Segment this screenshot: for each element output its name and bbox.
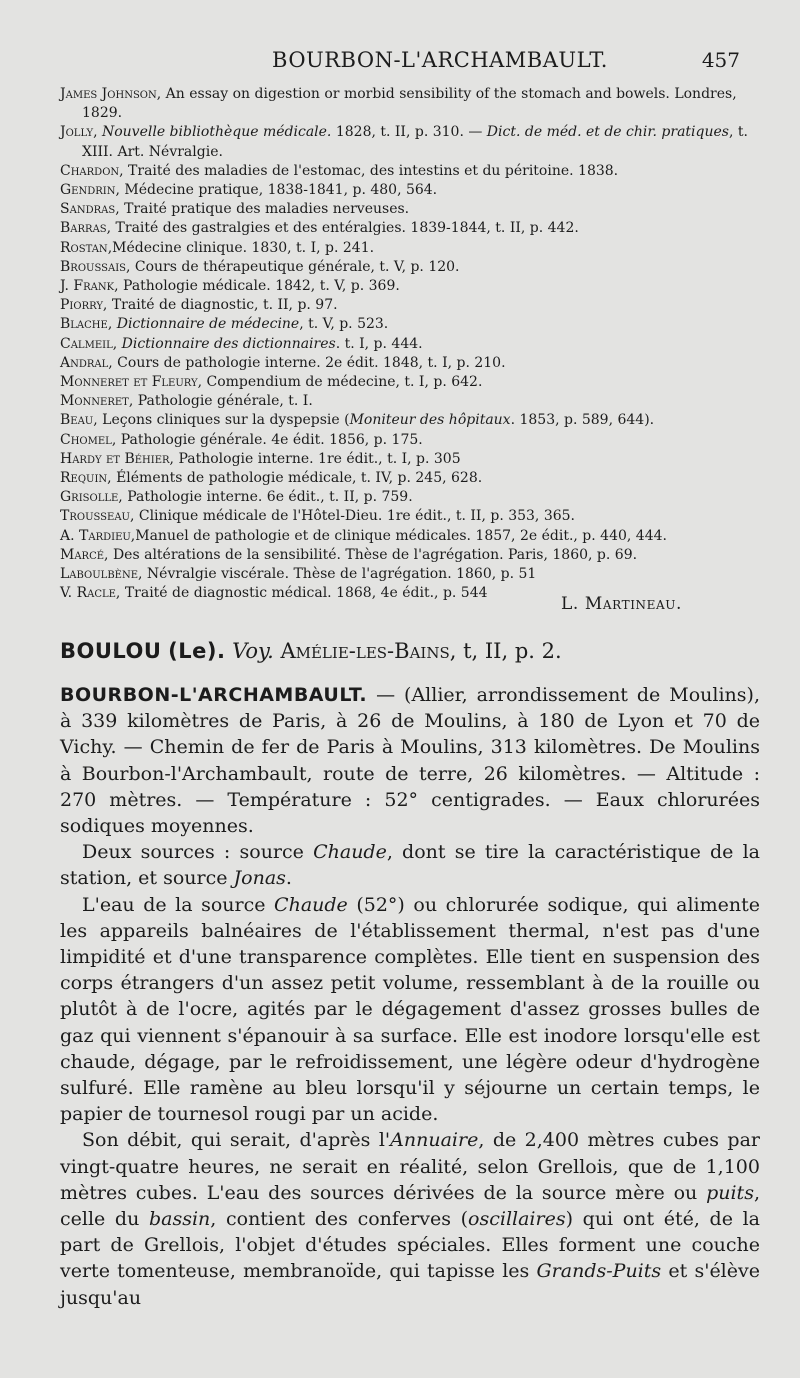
- reference-entry: [60, 162, 760, 181]
- reference-text: ,: [93, 124, 102, 141]
- reference-entry: [60, 546, 760, 565]
- reference-entry: [60, 85, 760, 123]
- reference-entry: [60, 392, 760, 411]
- page-number: 457: [701, 48, 740, 72]
- reference-author: Rostan: [60, 239, 108, 256]
- reference-author: Blache: [60, 316, 108, 333]
- article-paragraph: Deux sources : source Chaude, dont se tire la caractéristique de la station, et source Jonas.: [60, 841, 761, 890]
- reference-author: Broussais: [60, 258, 126, 275]
- reference-author: Andral: [60, 354, 109, 371]
- reference-author: Chardon: [60, 162, 120, 179]
- reference-entry: [60, 315, 760, 334]
- entry-article: (Le).: [168, 639, 226, 663]
- reference-text: , Névralgie viscérale. Thèse de l'agrégation. 1860, p. 51: [138, 566, 537, 583]
- reference-text: , Traité des gastralgies et des entéralgies. 1839-1844, t. II, p. 442.: [106, 220, 579, 237]
- reference-author: J. Frank: [60, 278, 115, 295]
- reference-text: , Cours de thérapeutique générale, t. V, p. 120.: [126, 258, 460, 275]
- reference-text: , t. V, p. 523.: [299, 316, 389, 333]
- reference-author: Beau: [60, 412, 94, 429]
- reference-text: , Pathologie générale. 4e édit. 1856, p. 175.: [111, 431, 423, 448]
- reference-text: , Traité pratique des maladies nerveuses.: [115, 201, 410, 218]
- reference-entry: [60, 258, 760, 277]
- article-paragraph: BOURBON-L'ARCHAMBAULT. — (Allier, arrondissement de Moulins), à 339 kilomètres de Paris, à 26 de Moulins, à 180 de Lyon et 70 de Vichy. — Chemin de fer de Paris à Moulins, 313 kilomètres. De Moulins à Bourbon-l'Archambault, route de terre, 26 kilomètres. — Altitude : 270 mètres. — Température : 52° centigrades. — Eaux chlorurées sodiques moyennes.: [60, 684, 760, 838]
- reference-text: , Des altérations de la sensibilité. Thèse de l'agrégation. Paris, 1860, p. 69.: [104, 546, 638, 563]
- reference-author: Requin: [60, 470, 108, 487]
- reference-text: ,: [107, 316, 117, 333]
- reference-author: Hardy et Béhier: [60, 450, 170, 467]
- reference-entry: [60, 565, 760, 584]
- reference-text: , Pathologie médicale. 1842, t. V, p. 369.: [114, 278, 400, 295]
- article-paragraph: L'eau de la source Chaude (52°) ou chlorurée sodique, qui alimente les appareils balnéaires de l'établissement thermal, n'est pas d'une limpidité et d'une transparence complètes. Elle tient en suspension des corps étrangers d'un assez petit volume, ressemblant à de la rouille ou plutôt à de l'ocre, agités par le dégagement d'assez grosses bulles de gaz qui viennent s'épanouir à sa surface. Elle est inodore lorsqu'elle est chaude, dégage, par le refroidissement, une légère odeur d'hydrogène sulfuré. Elle ramène au bleu lorsqu'il y séjourne un certain temps, le papier de tournesol rougi par un acide.: [60, 893, 760, 1126]
- reference-title: Dictionnaire de médecine: [116, 316, 300, 333]
- reference-text: , Pathologie interne. 6e édit., t. II, p. 759.: [118, 489, 413, 506]
- article-paragraph: Son débit, qui serait, d'après l'Annuaire, de 2,400 mètres cubes par vingt-quatre heures, ne serait en réalité, selon Grellois, que de 1,100 mètres cubes. L'eau des sources dérivées de la source mère ou puits, celle du bassin, contient des conferves (oscillaires) qui ont été, de la part de Grellois, l'objet d'études spéciales. Elles forment une couche verte tomenteuse, membranoïde, qui tapisse les Grands-Puits et s'élève jusqu'au: [60, 1129, 760, 1309]
- reference-entry: [60, 277, 760, 296]
- reference-entry: [60, 450, 760, 469]
- reference-author: Sandras: [60, 201, 116, 218]
- entry-headword: BOULOU: [60, 639, 162, 663]
- reference-author: V. Racle: [60, 585, 116, 602]
- reference-title: Moniteur des hôpitaux: [349, 412, 511, 429]
- reference-entry: [60, 431, 760, 450]
- reference-entry: [60, 296, 760, 315]
- reference-entry: [60, 239, 760, 258]
- reference-entry: [60, 181, 760, 200]
- reference-author: James Johnson: [60, 86, 157, 102]
- article-body: [60, 682, 760, 1311]
- reference-author: Marcé: [60, 546, 105, 563]
- reference-text: , Médecine pratique, 1838-1841, p. 480, 564.: [115, 182, 438, 199]
- cross-reference-location: , t, II, p. 2.: [449, 639, 562, 663]
- reference-text: , t. XIII. Art. Névralgie.: [82, 124, 748, 160]
- reference-author: A. Tardieu: [60, 527, 131, 544]
- reference-text: , Traité de diagnostic médical. 1868, 4e édit., p. 544: [115, 585, 488, 602]
- boulou-entry: [60, 639, 760, 663]
- reference-text: , Cours de pathologie interne. 2e édit. 1848, t. I, p. 210.: [108, 354, 506, 371]
- reference-text: , Compendium de médecine, t. I, p. 642.: [197, 374, 483, 391]
- reference-author: Barras: [60, 220, 107, 237]
- reference-title: Dictionnaire des dictionnaires: [121, 335, 336, 352]
- reference-entry: [60, 123, 760, 161]
- reference-text: , Traité des maladies de l'estomac, des intestins et du péritoine. 1838.: [119, 162, 619, 179]
- reference-text: . 1853, p. 589, 644).: [510, 412, 655, 429]
- reference-text: , Clinique médicale de l'Hôtel-Dieu. 1re édit., t. II, p. 353, 365.: [129, 508, 576, 525]
- article-headword: BOURBON-L'ARCHAMBAULT.: [60, 684, 368, 706]
- reference-title: Dict. de méd. et de chir. pratiques: [486, 124, 729, 141]
- reference-entry: [60, 527, 760, 546]
- running-header: [0, 48, 800, 74]
- reference-text: , An essay on digestion or morbid sensibility of the stomach and bowels. Londres, 1829.: [82, 86, 737, 122]
- bibliography: [60, 85, 760, 603]
- reference-author: Trousseau: [60, 508, 130, 525]
- reference-author: Monneret: [60, 393, 129, 410]
- reference-text: , Éléments de pathologie médicale, t. IV, p. 245, 628.: [107, 470, 483, 487]
- running-title: BOURBON-L'ARCHAMBAULT.: [272, 48, 608, 72]
- reference-text: , Pathologie générale, t. I.: [128, 393, 313, 410]
- reference-author: Laboulbène: [60, 566, 139, 583]
- reference-text: , Traité de diagnostic, t. II, p. 97.: [102, 297, 338, 314]
- reference-entry: [60, 335, 760, 354]
- reference-text: ,: [112, 335, 122, 352]
- author-signature: L. Martineau.: [561, 594, 682, 614]
- reference-entry: [60, 373, 760, 392]
- reference-entry: [60, 488, 760, 507]
- cross-reference-link[interactable]: Amélie-les-Bains: [280, 639, 450, 663]
- reference-author: Calmeil: [60, 335, 113, 352]
- reference-entry: [60, 469, 760, 488]
- reference-text: , Pathologie interne. 1re édit., t. I, p. 305: [169, 450, 461, 467]
- reference-title: Nouvelle bibliothèque médicale.: [101, 124, 332, 141]
- reference-text: ,Manuel de pathologie et de clinique médicales. 1857, 2e édit., p. 440, 444.: [130, 527, 667, 544]
- reference-author: Chomel: [60, 431, 112, 448]
- reference-entry: [60, 411, 760, 430]
- reference-text: 1828, t. II, p. 310. —: [331, 124, 487, 141]
- reference-text: , Leçons cliniques sur la dyspepsie (: [93, 412, 350, 429]
- reference-text: ,Médecine clinique. 1830, t. I, p. 241.: [107, 239, 375, 256]
- reference-author: Grisolle: [60, 489, 119, 506]
- reference-entry: [60, 354, 760, 373]
- reference-author: Piorry: [60, 297, 103, 314]
- reference-entry: [60, 200, 760, 219]
- reference-entry: [60, 507, 760, 526]
- reference-text: . t. I, p. 444.: [335, 335, 423, 352]
- reference-entry: [60, 219, 760, 238]
- reference-author: Gendrin: [60, 182, 116, 199]
- see-marker: Voy.: [232, 639, 274, 663]
- reference-author: Jolly: [60, 124, 94, 141]
- reference-author: Monneret et Fleury: [60, 374, 198, 391]
